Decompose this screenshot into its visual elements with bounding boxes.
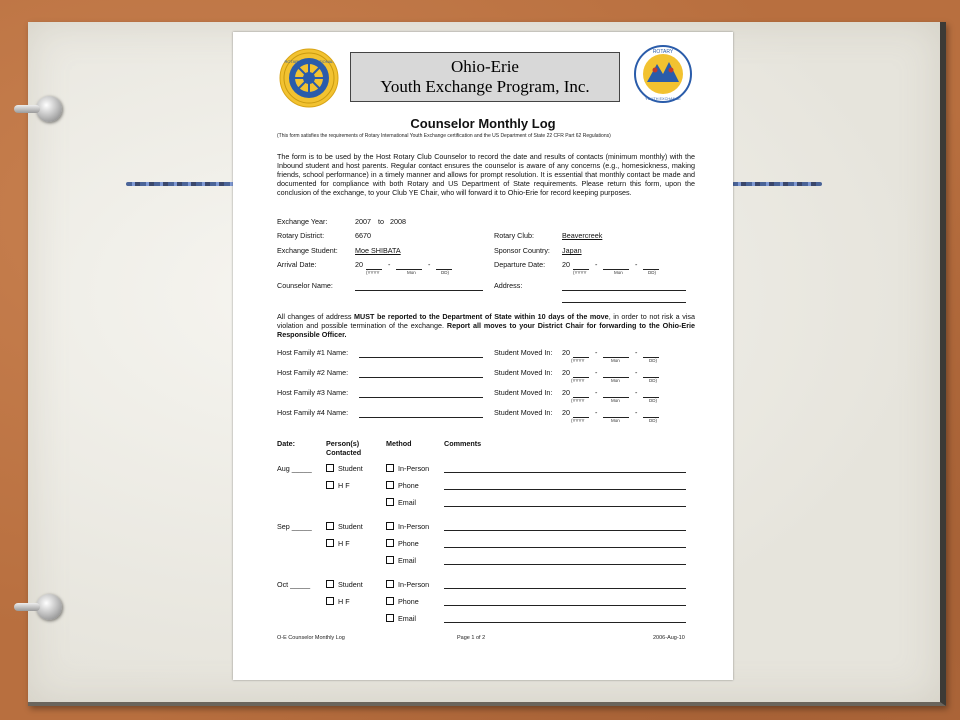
mon-hint: Mon xyxy=(611,398,620,403)
method-option-label: Email xyxy=(398,614,416,623)
person-option-label: Student xyxy=(338,580,363,589)
method-checkbox[interactable] xyxy=(386,539,394,547)
dd-hint: DD) xyxy=(441,270,449,275)
method-checkbox-row xyxy=(386,539,419,548)
address-line-2[interactable] xyxy=(562,302,686,303)
rotary-district-value[interactable]: 6670 xyxy=(355,231,371,240)
person-option-label: Student xyxy=(338,522,363,531)
method-option-label: Email xyxy=(398,498,416,507)
host-family-label: Host Family #4 Name: xyxy=(277,408,349,417)
footer-page: Page 1 of 2 xyxy=(457,635,486,641)
person-checkbox[interactable] xyxy=(326,464,334,472)
student-moved-in-label: Student Moved In: xyxy=(494,368,553,377)
comment-line[interactable] xyxy=(444,622,686,623)
host-family-name-line[interactable] xyxy=(359,417,483,418)
youth-exchange-logo xyxy=(633,44,693,104)
notice-text: All changes of address xyxy=(277,312,355,321)
moved-year-prefix: 20 xyxy=(562,408,570,417)
rotary-wheel-logo xyxy=(278,47,340,109)
binder-ring xyxy=(36,594,62,620)
comment-line[interactable] xyxy=(444,472,686,473)
log-header-comments: Comments xyxy=(444,439,482,448)
org-name-line2: Youth Exchange Program, Inc. xyxy=(380,77,590,96)
host-family-label: Host Family #3 Name: xyxy=(277,388,349,397)
person-checkbox[interactable] xyxy=(326,481,334,489)
notice-text: , in order to not risk a visa violation and possible termination of the exchange. xyxy=(277,312,695,330)
exchange-year-to-word: to xyxy=(378,217,384,226)
sponsor-country-label: Sponsor Country: xyxy=(494,246,550,255)
date-dash: - xyxy=(595,348,598,357)
exchange-year-from[interactable]: 2007 xyxy=(355,217,371,226)
method-option-label: In-Person xyxy=(398,522,430,531)
dd-hint: DD) xyxy=(649,378,657,383)
method-checkbox-row xyxy=(386,597,419,606)
comment-line[interactable] xyxy=(444,588,686,589)
method-checkbox-row xyxy=(386,580,429,589)
yyyy-hint: (YYYY xyxy=(571,418,585,423)
method-checkbox-row xyxy=(386,464,429,473)
method-checkbox[interactable] xyxy=(386,481,394,489)
exchange-year-label: Exchange Year: xyxy=(277,217,328,226)
log-month-label: Oct _____ xyxy=(277,580,311,589)
rotary-district-label: Rotary District: xyxy=(277,231,325,240)
person-checkbox[interactable] xyxy=(326,539,334,547)
org-name-line1: Ohio-Erie xyxy=(451,57,519,76)
organization-title xyxy=(350,52,620,102)
exchange-student-value[interactable]: Moe SHIBATA xyxy=(355,246,401,255)
method-checkbox[interactable] xyxy=(386,556,394,564)
method-checkbox[interactable] xyxy=(386,464,394,472)
rotary-club-value[interactable]: Beavercreek xyxy=(562,231,603,240)
method-checkbox-row xyxy=(386,522,429,531)
host-family-label: Host Family #1 Name: xyxy=(277,348,349,357)
comment-line[interactable] xyxy=(444,530,686,531)
exchange-year-to[interactable]: 2008 xyxy=(390,217,406,226)
dd-hint: DD) xyxy=(649,418,657,423)
person-option-label: H F xyxy=(338,539,350,548)
host-family-name-line[interactable] xyxy=(359,377,483,378)
address-line-1[interactable] xyxy=(562,290,686,291)
date-dash: - xyxy=(635,368,638,377)
comment-line[interactable] xyxy=(444,605,686,606)
host-family-name-line[interactable] xyxy=(359,357,483,358)
log-month-label: Sep _____ xyxy=(277,522,312,531)
counselor-name-line[interactable] xyxy=(355,290,483,291)
mon-hint: Mon xyxy=(611,358,620,363)
form-document xyxy=(233,32,733,680)
method-checkbox[interactable] xyxy=(386,580,394,588)
student-moved-in-label: Student Moved In: xyxy=(494,388,553,397)
exchange-student-label: Exchange Student: xyxy=(277,246,338,255)
person-checkbox-row xyxy=(326,522,363,531)
person-option-label: H F xyxy=(338,597,350,606)
method-option-label: In-Person xyxy=(398,580,430,589)
host-family-label: Host Family #2 Name: xyxy=(277,368,349,377)
date-dash: - xyxy=(595,408,598,417)
yyyy-hint: (YYYY xyxy=(573,270,587,275)
yyyy-hint: (YYYY xyxy=(366,270,380,275)
dd-hint: DD) xyxy=(648,270,656,275)
yyyy-hint: (YYYY xyxy=(571,358,585,363)
log-header-date: Date: xyxy=(277,439,295,448)
method-checkbox[interactable] xyxy=(386,498,394,506)
host-family-name-line[interactable] xyxy=(359,397,483,398)
person-checkbox[interactable] xyxy=(326,522,334,530)
student-moved-in-label: Student Moved In: xyxy=(494,408,553,417)
address-change-notice xyxy=(277,312,695,339)
comment-line[interactable] xyxy=(444,506,686,507)
method-checkbox-row xyxy=(386,481,419,490)
method-checkbox[interactable] xyxy=(386,522,394,530)
date-dash: - xyxy=(635,388,638,397)
person-option-label: H F xyxy=(338,481,350,490)
binder-ring xyxy=(36,96,62,122)
mon-hint: Mon xyxy=(407,270,416,275)
method-checkbox-row xyxy=(386,614,416,623)
method-checkbox[interactable] xyxy=(386,597,394,605)
footer-left: O-E Counselor Monthly Log xyxy=(277,635,345,641)
date-dash: - xyxy=(635,348,638,357)
form-subtitle: (This form satisfies the requirements of Rotary International Youth Exchange certification and the US Department of State 22 CFR Part 62 Regulations) xyxy=(277,133,611,139)
decorative-stitch xyxy=(126,182,246,186)
method-option-label: Email xyxy=(398,556,416,565)
intro-paragraph: The form is to be used by the Host Rotary Club Counselor to record the date and results of contacts (minimum monthly) with the Inbound student and host parents. Regular contact ensures the counselor is aware of any concerns (e.g., homesickness, making friends, school performance) in a timely manner and allows for prompt resolution. It is essential that monthly contact be made and documented for compliance with both Rotary and US Department of State requirements. Please return this form, upon the conclusion of the exchange, to your Club YE Chair, who will forward it to Ohio-Erie for record keeping purposes. xyxy=(277,152,695,197)
footer-date: 2006-Aug-10 xyxy=(653,635,685,641)
arrival-year-prefix: 20 xyxy=(355,260,363,269)
notice-bold: MUST be reported to the Department of State within 10 days of the move xyxy=(354,312,609,321)
log-header-persons: Person(s) xyxy=(326,439,360,448)
departure-year-prefix: 20 xyxy=(562,260,570,269)
form-title: Counselor Monthly Log xyxy=(410,116,556,131)
notice-bold: Report all moves to your District Chair for forwarding to the Ohio-Erie Responsible Officer. xyxy=(277,321,696,339)
rotary-club-label: Rotary Club: xyxy=(494,231,534,240)
departure-date-label: Departure Date: xyxy=(494,260,546,269)
yyyy-hint: (YYYY xyxy=(571,378,585,383)
person-checkbox-row xyxy=(326,464,363,473)
log-header-contacted: Contacted xyxy=(326,448,362,457)
logo-top-text: ROTARY xyxy=(652,49,674,55)
comment-line[interactable] xyxy=(444,564,686,565)
person-checkbox[interactable] xyxy=(326,580,334,588)
method-checkbox-row xyxy=(386,556,416,565)
person-checkbox-row xyxy=(326,539,350,548)
student-moved-in-label: Student Moved In: xyxy=(494,348,553,357)
moved-year-prefix: 20 xyxy=(562,388,570,397)
log-month-label: Aug _____ xyxy=(277,464,312,473)
method-option-label: Phone xyxy=(398,539,419,548)
counselor-name-label: Counselor Name: xyxy=(277,281,333,290)
decorative-stitch xyxy=(732,182,822,186)
person-option-label: Student xyxy=(338,464,363,473)
method-option-label: Phone xyxy=(398,597,419,606)
method-checkbox[interactable] xyxy=(386,614,394,622)
arrival-date-label: Arrival Date: xyxy=(277,260,317,269)
method-option-label: In-Person xyxy=(398,464,430,473)
moved-year-prefix: 20 xyxy=(562,348,570,357)
person-checkbox-row xyxy=(326,597,350,606)
person-checkbox-row xyxy=(326,580,363,589)
mon-hint: Mon xyxy=(611,418,620,423)
logo-text: ROTARY INTERNATIONAL xyxy=(284,59,334,64)
person-checkbox[interactable] xyxy=(326,597,334,605)
address-label: Address: xyxy=(494,281,523,290)
mon-hint: Mon xyxy=(614,270,623,275)
yyyy-hint: (YYYY xyxy=(571,398,585,403)
date-dash: - xyxy=(388,260,391,269)
method-option-label: Phone xyxy=(398,481,419,490)
dd-hint: DD) xyxy=(649,398,657,403)
person-checkbox-row xyxy=(326,481,350,490)
dd-hint: DD) xyxy=(649,358,657,363)
date-dash: - xyxy=(595,260,598,269)
date-dash: - xyxy=(635,408,638,417)
comment-line[interactable] xyxy=(444,547,686,548)
comment-line[interactable] xyxy=(444,489,686,490)
date-dash: - xyxy=(635,260,638,269)
date-dash: - xyxy=(595,388,598,397)
date-dash: - xyxy=(595,368,598,377)
date-dash: - xyxy=(428,260,431,269)
sponsor-country-value[interactable]: Japan xyxy=(562,246,582,255)
log-header-method: Method xyxy=(386,439,412,448)
logo-bottom-text: YOUTH EXCHANGE xyxy=(645,97,681,101)
mon-hint: Mon xyxy=(611,378,620,383)
method-checkbox-row xyxy=(386,498,416,507)
moved-year-prefix: 20 xyxy=(562,368,570,377)
